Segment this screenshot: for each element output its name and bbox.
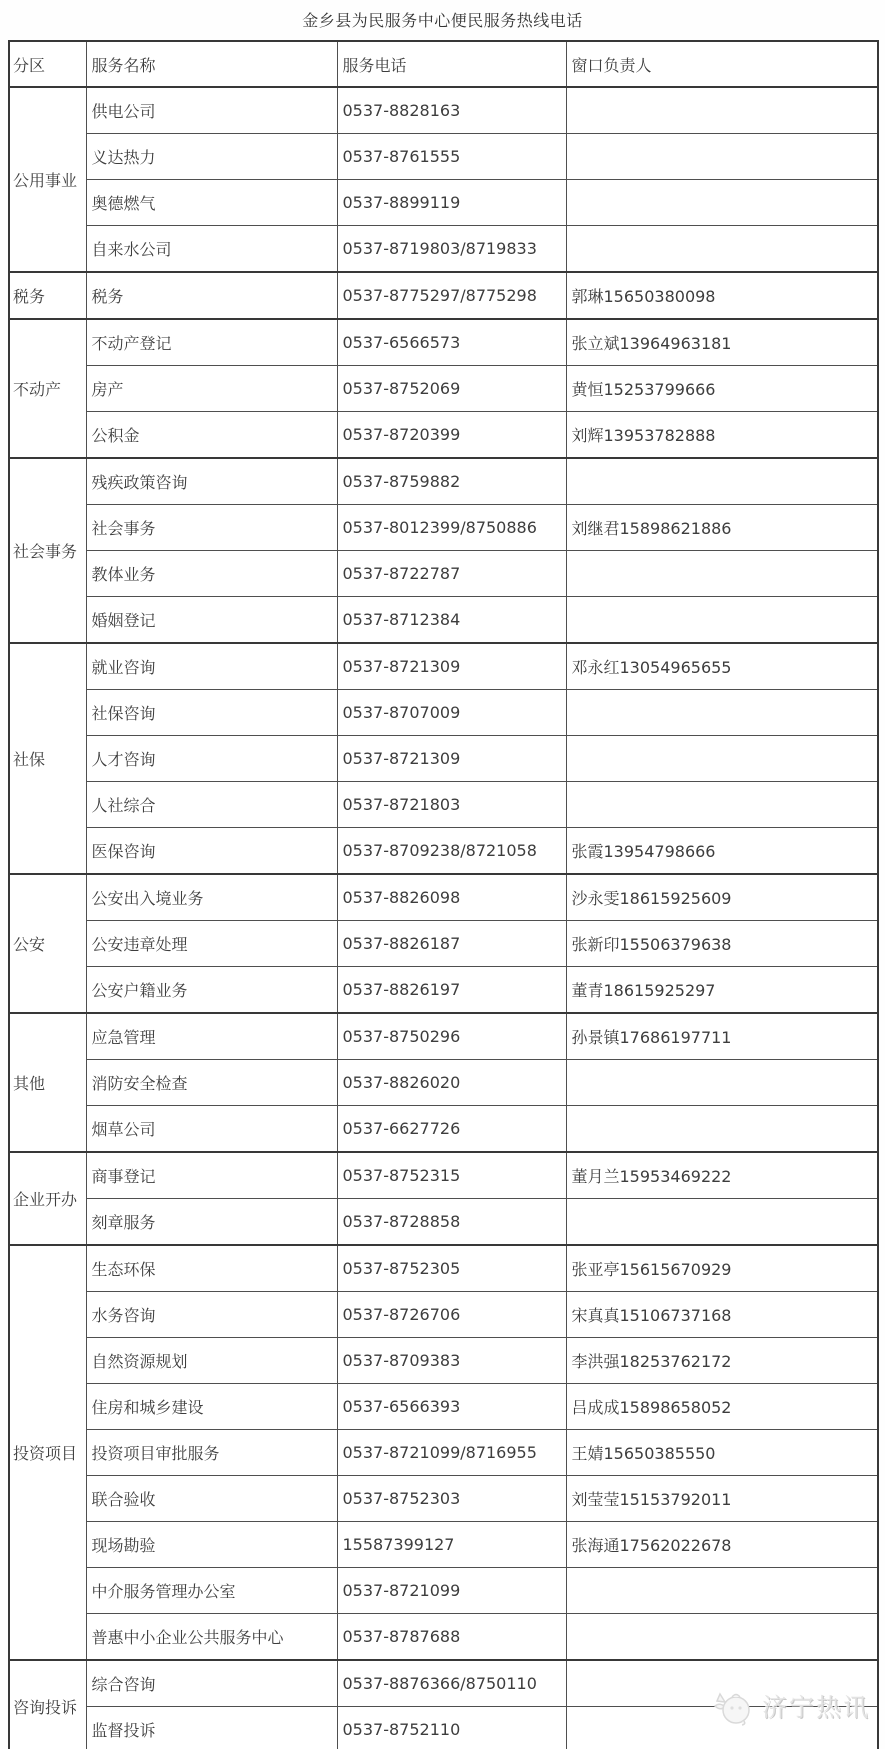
phone-cell: 0537-8752110 [337, 1707, 566, 1749]
table-row [9, 1476, 878, 1522]
table-row [9, 1292, 878, 1338]
phone-cell: 0537-8709383 [337, 1338, 566, 1384]
service-cell: 消防安全检查 [86, 1060, 337, 1106]
service-cell: 商事登记 [86, 1152, 337, 1199]
table-row [9, 1199, 878, 1246]
contact-cell: 刘继君15898621886 [566, 505, 878, 551]
phone-cell: 0537-8752069 [337, 366, 566, 412]
table-row [9, 1568, 878, 1614]
phone-cell: 0537-8721803 [337, 782, 566, 828]
phone-cell: 0537-8761555 [337, 134, 566, 180]
category-cell: 社会事务 [9, 458, 86, 643]
table-row [9, 1614, 878, 1661]
contact-cell: 董青18615925297 [566, 967, 878, 1014]
table-row [9, 505, 878, 551]
contact-cell: 李洪强18253762172 [566, 1338, 878, 1384]
table-row [9, 1522, 878, 1568]
service-cell: 烟草公司 [86, 1106, 337, 1153]
phone-cell: 0537-8750296 [337, 1013, 566, 1060]
service-cell: 刻章服务 [86, 1199, 337, 1246]
contact-cell [566, 1660, 878, 1707]
contact-cell: 张立斌13964963181 [566, 319, 878, 366]
table-row [9, 134, 878, 180]
contact-cell: 沙永雯18615925609 [566, 874, 878, 921]
page-title: 金乡县为民服务中心便民服务热线电话 [302, 10, 583, 30]
header-service-phone: 服务电话 [337, 41, 566, 87]
category-cell: 社保 [9, 643, 86, 874]
contact-cell [566, 1106, 878, 1153]
service-cell: 就业咨询 [86, 643, 337, 690]
contact-cell [566, 1060, 878, 1106]
table-row [9, 1013, 878, 1060]
watermark-text: 济宁热讯 [762, 1693, 871, 1722]
table-header [9, 41, 878, 87]
phone-cell: 0537-8720399 [337, 412, 566, 459]
contact-cell [566, 736, 878, 782]
service-cell: 不动产登记 [86, 319, 337, 366]
phone-cell: 0537-8876366/8750110 [337, 1660, 566, 1707]
phone-cell: 0537-8759882 [337, 458, 566, 505]
header-window-contact: 窗口负责人 [566, 41, 878, 87]
service-cell: 住房和城乡建设 [86, 1384, 337, 1430]
phone-cell: 0537-8719803/8719833 [337, 226, 566, 273]
table-row [9, 828, 878, 875]
contact-cell [566, 1199, 878, 1246]
phone-cell: 0537-6627726 [337, 1106, 566, 1153]
table-row [9, 597, 878, 644]
phone-cell: 0537-8012399/8750886 [337, 505, 566, 551]
table-row [9, 782, 878, 828]
contact-cell: 刘辉13953782888 [566, 412, 878, 459]
phone-cell: 0537-8826187 [337, 921, 566, 967]
contact-cell: 黄恒15253799666 [566, 366, 878, 412]
phone-cell: 0537-8709238/8721058 [337, 828, 566, 875]
category-cell: 企业开办 [9, 1152, 86, 1245]
phone-cell: 0537-8721309 [337, 643, 566, 690]
phone-cell: 0537-8721309 [337, 736, 566, 782]
contact-cell: 张海通17562022678 [566, 1522, 878, 1568]
table-row [9, 921, 878, 967]
category-cell: 不动产 [9, 319, 86, 458]
contact-cell: 邓永红13054965655 [566, 643, 878, 690]
service-cell: 普惠中小企业公共服务中心 [86, 1614, 337, 1661]
phone-cell: 0537-8712384 [337, 597, 566, 644]
service-cell: 人才咨询 [86, 736, 337, 782]
contact-cell: 孙景镇17686197711 [566, 1013, 878, 1060]
contact-cell: 张霞13954798666 [566, 828, 878, 875]
table-row [9, 690, 878, 736]
contact-cell: 董月兰15953469222 [566, 1152, 878, 1199]
contact-cell [566, 551, 878, 597]
table-row [9, 366, 878, 412]
service-cell: 投资项目审批服务 [86, 1430, 337, 1476]
contact-cell [566, 782, 878, 828]
service-cell: 社保咨询 [86, 690, 337, 736]
contact-cell [566, 1614, 878, 1661]
phone-cell: 0537-8826197 [337, 967, 566, 1014]
contact-cell [566, 180, 878, 226]
service-cell: 公安违章处理 [86, 921, 337, 967]
contact-cell [566, 226, 878, 273]
table-row [9, 1660, 878, 1707]
service-cell: 人社综合 [86, 782, 337, 828]
phone-cell: 0537-8826020 [337, 1060, 566, 1106]
service-cell: 综合咨询 [86, 1660, 337, 1707]
header-category: 分区 [9, 41, 86, 87]
table-row [9, 1060, 878, 1106]
contact-cell [566, 1707, 878, 1749]
service-cell: 自来水公司 [86, 226, 337, 273]
service-cell: 监督投诉 [86, 1707, 337, 1749]
phone-cell: 0537-8752305 [337, 1245, 566, 1292]
service-cell: 社会事务 [86, 505, 337, 551]
table-row [9, 1384, 878, 1430]
header-service-name: 服务名称 [86, 41, 337, 87]
contact-cell: 郭琳15650380098 [566, 272, 878, 319]
service-cell: 水务咨询 [86, 1292, 337, 1338]
table-row [9, 736, 878, 782]
category-cell: 咨询投诉 [9, 1660, 86, 1749]
table-row [9, 551, 878, 597]
service-cell: 奥德燃气 [86, 180, 337, 226]
category-cell: 公用事业 [9, 87, 86, 272]
phone-cell: 0537-8721099 [337, 1568, 566, 1614]
phone-cell: 0537-6566393 [337, 1384, 566, 1430]
phone-cell: 0537-8752303 [337, 1476, 566, 1522]
contact-cell [566, 458, 878, 505]
service-cell: 公安户籍业务 [86, 967, 337, 1014]
phone-cell: 0537-8721099/8716955 [337, 1430, 566, 1476]
table-row [9, 643, 878, 690]
table-row [9, 180, 878, 226]
contact-cell: 吕成成15898658052 [566, 1384, 878, 1430]
table-row [9, 874, 878, 921]
contact-cell: 王婧15650385550 [566, 1430, 878, 1476]
table-row [9, 1152, 878, 1199]
contact-cell: 张亚亭15615670929 [566, 1245, 878, 1292]
phone-cell: 15587399127 [337, 1522, 566, 1568]
hotline-table [8, 40, 879, 1749]
table-row [9, 458, 878, 505]
table-row [9, 967, 878, 1014]
service-cell: 生态环保 [86, 1245, 337, 1292]
service-cell: 婚姻登记 [86, 597, 337, 644]
phone-cell: 0537-8728858 [337, 1199, 566, 1246]
header-row [9, 41, 878, 87]
phone-cell: 0537-8707009 [337, 690, 566, 736]
service-cell: 中介服务管理办公室 [86, 1568, 337, 1614]
contact-cell [566, 1568, 878, 1614]
phone-cell: 0537-8752315 [337, 1152, 566, 1199]
service-cell: 联合验收 [86, 1476, 337, 1522]
table-row [9, 1245, 878, 1292]
service-cell: 房产 [86, 366, 337, 412]
phone-cell: 0537-8828163 [337, 87, 566, 134]
contact-cell: 张新印15506379638 [566, 921, 878, 967]
table-row [9, 1106, 878, 1153]
service-cell: 教体业务 [86, 551, 337, 597]
table-row [9, 272, 878, 319]
contact-cell [566, 87, 878, 134]
service-cell: 残疾政策咨询 [86, 458, 337, 505]
table-row [9, 1430, 878, 1476]
service-cell: 医保咨询 [86, 828, 337, 875]
category-cell: 公安 [9, 874, 86, 1013]
service-cell: 公积金 [86, 412, 337, 459]
phone-cell: 0537-6566573 [337, 319, 566, 366]
phone-cell: 0537-8899119 [337, 180, 566, 226]
contact-cell: 刘莹莹15153792011 [566, 1476, 878, 1522]
table-row [9, 412, 878, 459]
phone-cell: 0537-8722787 [337, 551, 566, 597]
service-cell: 公安出入境业务 [86, 874, 337, 921]
table-row [9, 87, 878, 134]
category-cell: 其他 [9, 1013, 86, 1152]
table-row [9, 1707, 878, 1749]
category-cell: 税务 [9, 272, 86, 319]
service-table-body [9, 87, 878, 1749]
phone-cell: 0537-8775297/8775298 [337, 272, 566, 319]
phone-cell: 0537-8726706 [337, 1292, 566, 1338]
service-cell: 义达热力 [86, 134, 337, 180]
service-cell: 税务 [86, 272, 337, 319]
contact-cell: 宋真真15106737168 [566, 1292, 878, 1338]
table-row [9, 1338, 878, 1384]
table-row [9, 226, 878, 273]
table-row [9, 319, 878, 366]
contact-cell [566, 690, 878, 736]
service-cell: 现场勘验 [86, 1522, 337, 1568]
category-cell: 投资项目 [9, 1245, 86, 1660]
contact-cell [566, 597, 878, 644]
contact-cell [566, 134, 878, 180]
phone-cell: 0537-8826098 [337, 874, 566, 921]
service-cell: 应急管理 [86, 1013, 337, 1060]
service-cell: 供电公司 [86, 87, 337, 134]
service-cell: 自然资源规划 [86, 1338, 337, 1384]
phone-cell: 0537-8787688 [337, 1614, 566, 1661]
